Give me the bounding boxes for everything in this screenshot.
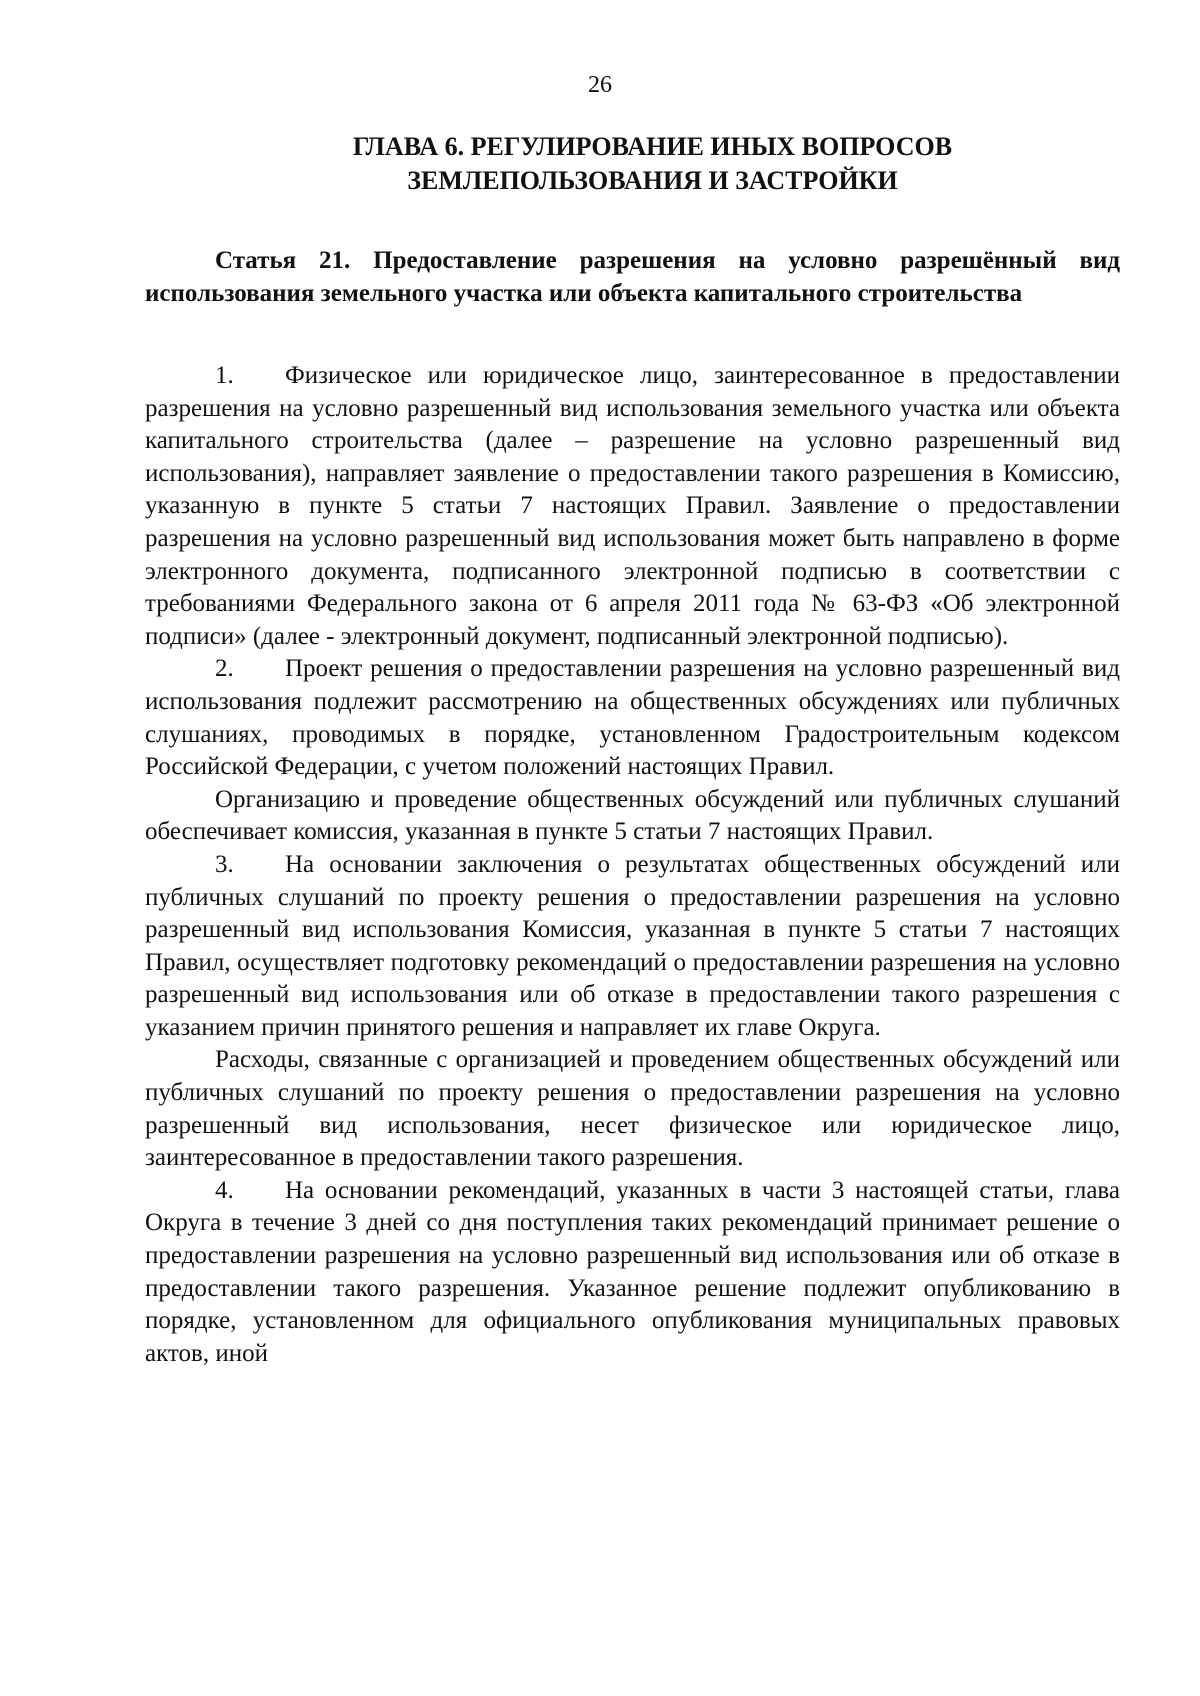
paragraph-number: 3. bbox=[215, 850, 234, 878]
page-content bbox=[145, 130, 1120, 1370]
article-title: Статья 21. Предоставление разрешения на условно разрешённый вид использования земельного участка или объекта капитального строительства bbox=[145, 247, 1120, 307]
paragraph-text: Расходы, связанные с организацией и проведением общественных обсуждений или публичных слушаний по проекту решения о предоставлении разрешения на условно разрешенный вид использования, несет физическое или юридическое лицо, заинтересованное в предоставлении такого разрешения. bbox=[145, 1046, 1120, 1172]
chapter-title-line-1: ГЛАВА 6. РЕГУЛИРОВАНИЕ ИНЫХ ВОПРОСОВ bbox=[352, 132, 953, 161]
paragraph-number: 2. bbox=[215, 655, 234, 683]
paragraph-text: Проект решения о предоставлении разрешения на условно разрешенный вид использования подлежит рассмотрению на общественных обсуждениях или публичных слушаниях, проводимых в порядке, установленном Градостроительным кодексом Российской Федерации, с учетом положений настоящих Правил. bbox=[145, 655, 1120, 781]
page-number: 26 bbox=[588, 72, 612, 98]
chapter-title-line-2: ЗЕМЛЕПОЛЬЗОВАНИЯ И ЗАСТРОЙКИ bbox=[407, 166, 898, 195]
paragraph-text: На основании заключения о результатах общественных обсуждений или публичных слушаний по проекту решения о предоставлении разрешения на условно разрешенный вид использования Комиссия, указанная в пункте 5 статьи 7 настоящих Правил, осуществляет подготовку рекомендаций о предоставлении разрешения на условно разрешенный вид использования или об отказе в предоставлении такого разрешения с указанием причин принятого решения и направляет их главе Округа. bbox=[145, 850, 1120, 1041]
chapter-title bbox=[185, 130, 1120, 198]
paragraph-text: Организацию и проведение общественных обсуждений или публичных слушаний обеспечивает комиссия, указанная в пункте 5 статьи 7 настоящих Правил. bbox=[145, 785, 1120, 846]
paragraph-text: На основании рекомендаций, указанных в части 3 настоящей статьи, глава Округа в течение 3 дней со дня поступления таких рекомендаций принимает решение о предоставлении разрешения на условно разрешенный вид использования или об отказе в предоставлении такого разрешения. Указанное решение подлежит опубликованию в порядке, установленном для официального опубликования муниципальных правовых актов, иной bbox=[145, 1176, 1120, 1367]
paragraph-1 bbox=[145, 360, 1120, 653]
paragraph-number: 4. bbox=[215, 1176, 234, 1204]
paragraph-3-continued bbox=[145, 1044, 1120, 1174]
paragraph-2 bbox=[145, 653, 1120, 783]
paragraph-3 bbox=[145, 849, 1120, 1045]
paragraph-4 bbox=[145, 1175, 1120, 1371]
paragraph-text: Физическое или юридическое лицо, заинтересованное в предоставлении разрешения на условно разрешенный вид использования земельного участка или объекта капитального строительства (далее – разрешение на условно разрешенный вид использования), направляет заявление о предоставлении такого разрешения в Комиссию, указанную в пункте 5 статьи 7 настоящих Правил. Заявление о предоставлении разрешения на условно разрешенный вид использования может быть направлено в форме электронного документа, подписанного электронной подписью в соответствии с требованиями Федерального закона от 6 апреля 2011 года № 63-ФЗ «Об электронной подписи» (далее - электронный документ, подписанный электронной подписью). bbox=[145, 362, 1120, 650]
paragraph-number: 1. bbox=[215, 362, 234, 389]
paragraph-2-continued bbox=[145, 784, 1120, 849]
